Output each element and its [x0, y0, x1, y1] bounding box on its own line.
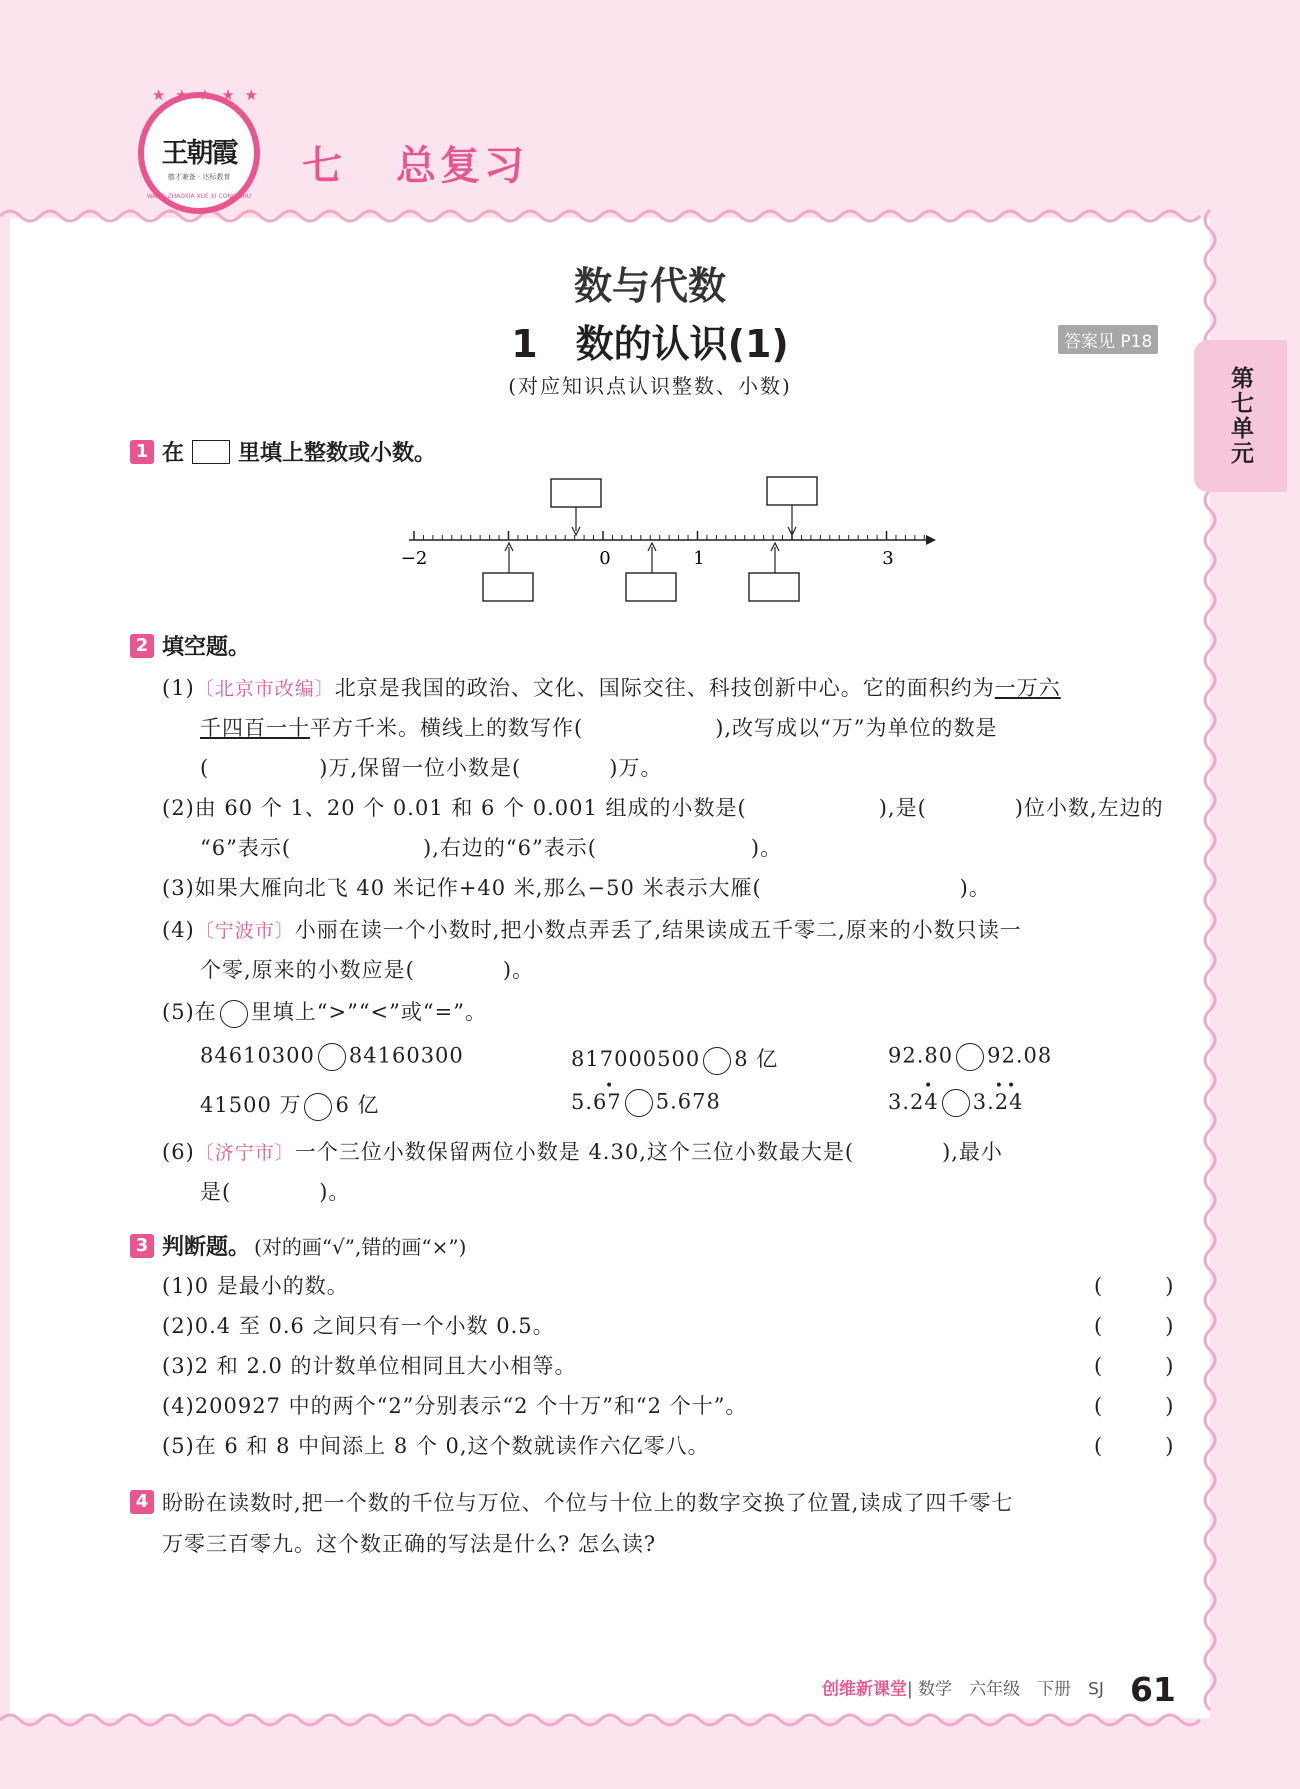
compare-6: 3.24 • 3.24 ••	[888, 1089, 1024, 1117]
tick-label-0: 0	[599, 548, 611, 569]
repeating-dots-icon: ••	[994, 1077, 1020, 1094]
unit-side-tab-label: 第七单元	[1227, 366, 1253, 466]
question-2-number: 2	[130, 634, 154, 658]
q2-line-8: 个零,原来的小数应是( )。	[200, 958, 535, 982]
footer-brand: 创维新课堂	[822, 1679, 907, 1700]
publisher-logo	[138, 86, 260, 214]
question-3-number: 3	[130, 1234, 154, 1258]
question-1-heading	[130, 436, 436, 467]
judge-item-3: (3)2 和 2.0 的计数单位相同且大小相等。	[162, 1354, 577, 1378]
q2-line-5: “6”表示( ),右边的“6”表示( )。	[200, 836, 783, 860]
q2-line-6: (3)如果大雁向北飞 40 米记作+40 米,那么−50 米表示大雁( )。	[162, 876, 991, 900]
compare-3: 92.80 92.08	[888, 1043, 1052, 1071]
question-1-pre: 在	[162, 441, 185, 466]
source-tag: 〔北京市改编〕	[194, 678, 335, 700]
compare-circle-5[interactable]	[625, 1089, 653, 1117]
q2-line-4: (2)由 60 个 1、20 个 0.01 和 6 个 0.001 组成的小数是( ),是( )位小数,左边的	[162, 796, 1164, 820]
compare-circle-3[interactable]	[956, 1043, 984, 1071]
question-3-hint: (对的画“√”,错的画“×”)	[254, 1235, 467, 1259]
source-tag: 〔宁波市〕	[194, 920, 295, 942]
question-2-title: 填空题。	[162, 635, 251, 660]
compare-circle-6[interactable]	[942, 1089, 970, 1117]
judge-answer-1[interactable]: ( )	[1094, 1274, 1174, 1298]
question-3-title: 判断题。	[162, 1235, 251, 1260]
compare-2: 817000500 8 亿	[571, 1043, 778, 1075]
chapter-number: 七	[302, 143, 346, 189]
source-tag: 〔济宁市〕	[194, 1142, 295, 1164]
q2-line-11: 是( )。	[200, 1180, 351, 1204]
q2-line-1: (1)〔北京市改编〕北京是我国的政治、文化、国际交往、科技创新中心。它的面积约为一万六	[162, 676, 1061, 700]
logo-subtitle: 德才兼备 · 达标教育	[167, 172, 231, 181]
repeating-dot-icon: •	[605, 1077, 615, 1094]
lesson-title: 1 数的认识(1)	[511, 322, 789, 366]
wavy-border-bottom	[0, 1708, 1287, 1732]
question-4-heading	[130, 1487, 1013, 1517]
compare-1: 84610300 84160300	[200, 1043, 464, 1071]
q2-line-7: (4)〔宁波市〕小丽在读一个小数时,把小数点弄丢了,结果读成五千零二,原来的小数只读一	[162, 918, 1022, 942]
answer-box-icon	[192, 440, 230, 464]
question-1-text: 里填上整数或小数。	[238, 441, 437, 466]
q2-line-9: (5)在 里填上“>”“<”或“=”。	[162, 996, 487, 1028]
answer-box-top-1[interactable]	[551, 479, 601, 507]
answer-box-top-2[interactable]	[767, 477, 817, 505]
judge-answer-5[interactable]: ( )	[1094, 1434, 1174, 1458]
question-3-heading	[130, 1230, 466, 1261]
compare-circle-4[interactable]	[304, 1093, 332, 1121]
judge-answer-2[interactable]: ( )	[1094, 1314, 1174, 1338]
footer-book-info: | 数学 六年级 下册 SJ	[907, 1679, 1104, 1700]
number-line-arrow-icon	[926, 535, 936, 545]
question-4-line-2: 万零三百零九。这个数正确的写法是什么? 怎么读?	[162, 1532, 657, 1556]
logo-brand: 王朝霞	[161, 137, 237, 169]
page-footer	[822, 1670, 1176, 1709]
repeating-dot-icon: •	[924, 1077, 934, 1094]
q2-line-3: ( )万,保留一位小数是( )万。	[200, 756, 663, 780]
tick-label-3: 3	[882, 548, 894, 569]
chapter-heading	[302, 134, 528, 191]
compare-5: 5.67 • 5.678	[571, 1089, 721, 1117]
compare-4: 41500 万 6 亿	[200, 1089, 380, 1121]
section-title: 数与代数	[573, 264, 726, 308]
judge-item-4: (4)200927 中的两个“2”分别表示“2 个十万”和“2 个十”。	[162, 1394, 748, 1418]
star-icons: ★ ★ ★ ★ ★	[152, 86, 258, 104]
answer-box-bottom-1[interactable]	[483, 573, 533, 601]
number-line	[400, 465, 944, 615]
page-number: 61	[1129, 1670, 1176, 1709]
q2-line-10: (6)〔济宁市〕一个三位小数保留两位小数是 4.30,这个三位小数最大是( ),最小	[162, 1140, 1003, 1164]
knowledge-note: (对应知识点认识整数、小数)	[508, 374, 792, 398]
number-line-ticks	[414, 531, 924, 540]
answer-reference-tag: 答案见 P18	[1058, 325, 1158, 354]
answer-box-bottom-2[interactable]	[626, 573, 676, 601]
question-4-line-1: 盼盼在读数时,把一个数的千位与万位、个位与十位上的数字交换了位置,读成了四千零七	[162, 1491, 1014, 1515]
logo-ring-text: WANG ZHAOXIA XUE XI CONG SHU	[146, 193, 252, 200]
question-4-number: 4	[130, 1490, 154, 1514]
question-2-heading	[130, 630, 250, 661]
judge-item-5: (5)在 6 和 8 中间添上 8 个 0,这个数就读作六亿零八。	[162, 1434, 710, 1458]
q2-line-2: 千四百一十平方千米。横线上的数写作( ),改写成以“万”为单位的数是	[200, 716, 998, 740]
compare-circle-icon	[220, 1000, 248, 1028]
judge-answer-3[interactable]: ( )	[1094, 1354, 1174, 1378]
chapter-title: 总复习	[396, 143, 528, 189]
compare-circle-2[interactable]	[703, 1047, 731, 1075]
judge-answer-4[interactable]: ( )	[1094, 1394, 1174, 1418]
answer-box-bottom-3[interactable]	[749, 573, 799, 601]
judge-item-2: (2)0.4 至 0.6 之间只有一个小数 0.5。	[162, 1314, 555, 1338]
tick-label-1: 1	[693, 548, 705, 569]
question-1-number: 1	[130, 440, 154, 464]
tick-label-minus2: −2	[400, 548, 428, 569]
compare-circle-1[interactable]	[318, 1043, 346, 1071]
judge-item-1: (1)0 是最小的数。	[162, 1274, 349, 1298]
